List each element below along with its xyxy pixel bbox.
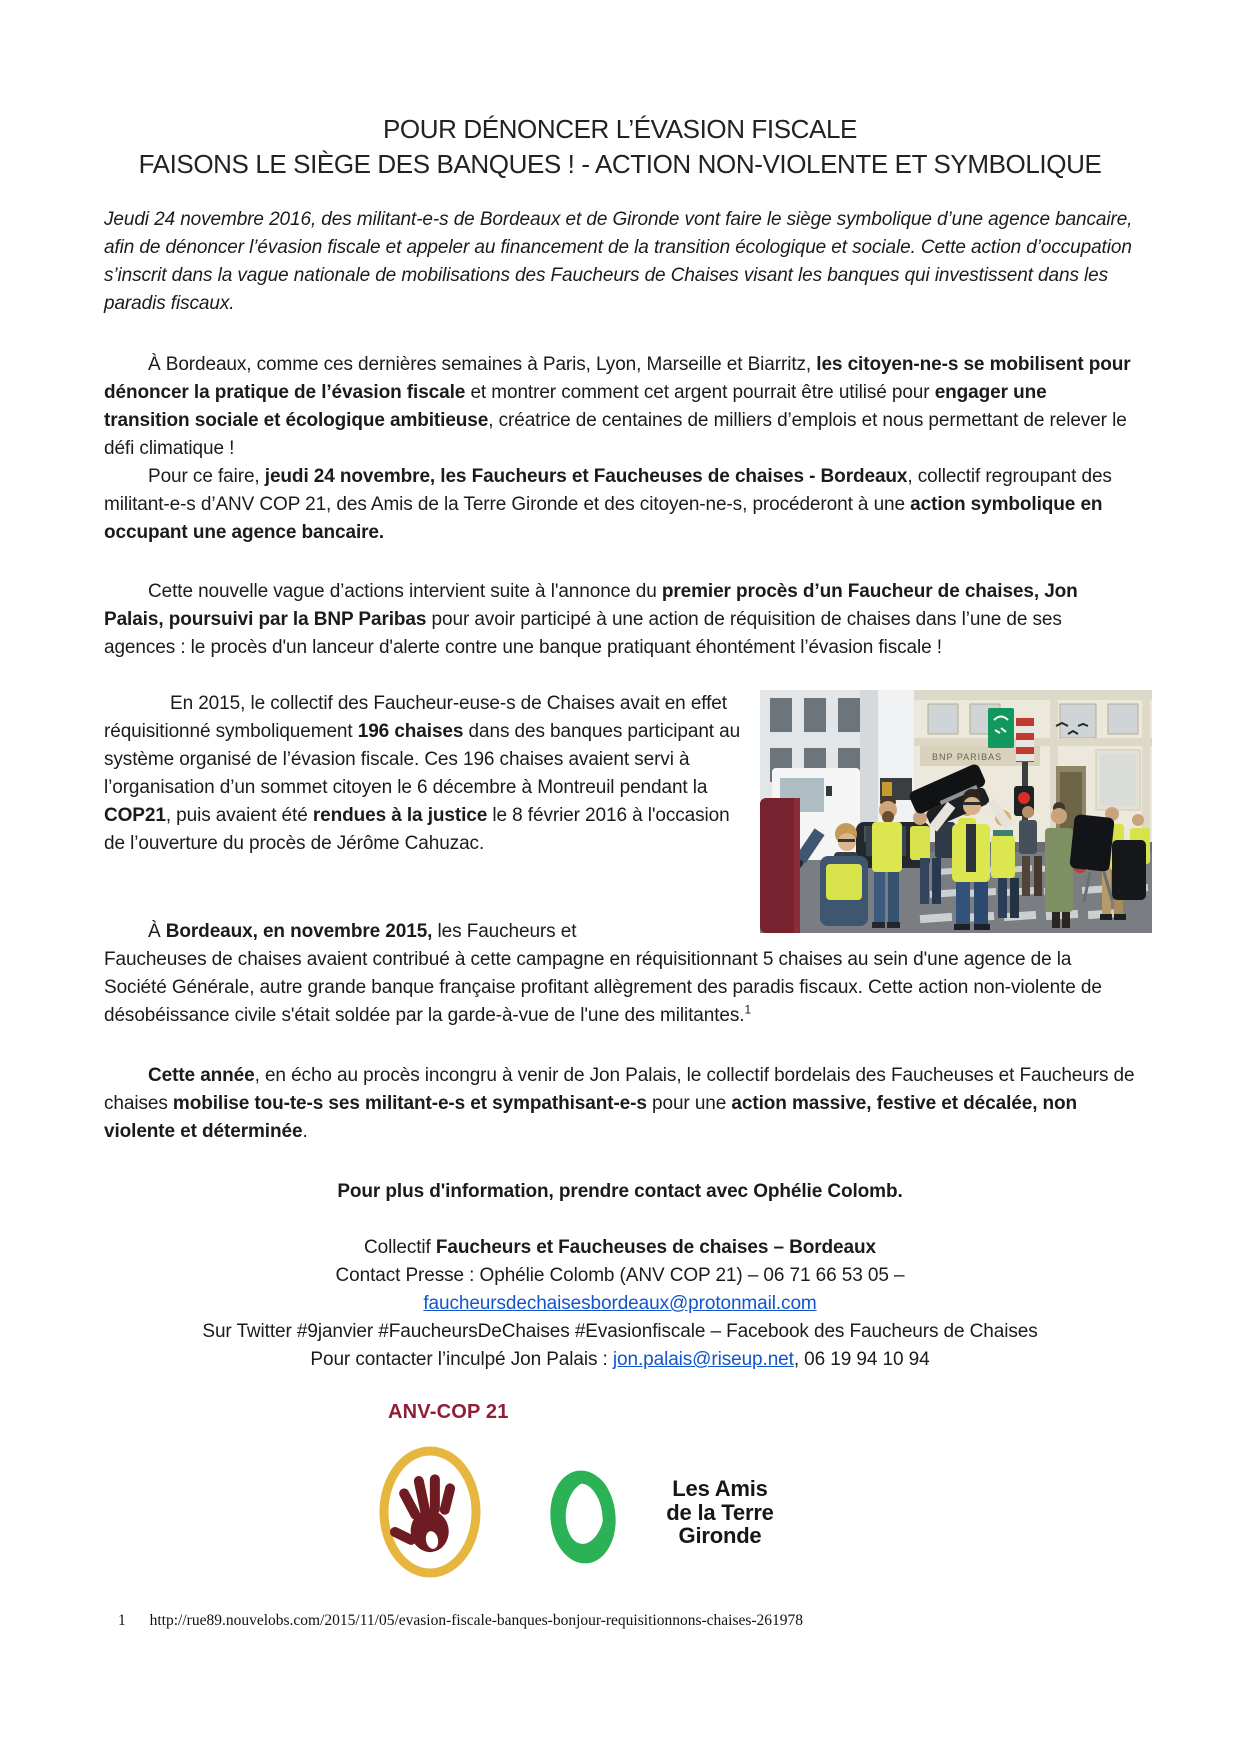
info-contact-line xyxy=(104,1178,1136,1206)
protest-photo xyxy=(760,690,1152,933)
text-run: Pour ce faire, xyxy=(148,466,265,487)
text-run: , 06 19 94 10 94 xyxy=(793,1349,930,1370)
text-run: le 8 février 2016 à l'occasion de l’ouverture du procès de Jérôme Cahuzac. xyxy=(104,805,730,854)
contact-jon-palais-line xyxy=(104,1346,1136,1374)
text-run: premier procès d’un Faucheur de chaises, Jon Palais, poursuivi par la BNP Paribas xyxy=(104,581,1078,630)
contact-presse-line xyxy=(104,1262,1136,1290)
contact-email-line xyxy=(104,1290,1136,1318)
text-run: , en écho au procès incongru à venir de Jon Palais, le collectif bordelais des Faucheuses et Faucheurs de chaises xyxy=(104,1065,1135,1114)
text-run: pour une xyxy=(646,1093,732,1114)
protest-photo-graphic xyxy=(760,690,1152,933)
section-mobilisation xyxy=(104,351,1136,547)
amis-text-line-2: de la Terre xyxy=(666,1499,774,1525)
paragraph-proces-jon-palais xyxy=(104,578,1136,662)
text-run: , collectif regroupant des militant-e-s d’ANV COP 21, des Amis de la Terre Gironde et des citoyen-ne-s, procéderont à une xyxy=(104,466,1112,515)
amis-text-line-3: Gironde xyxy=(678,1523,762,1548)
title-line-1: POUR DÉNONCER L’ÉVASION FISCALE xyxy=(382,114,857,144)
paragraph-novembre-2015 xyxy=(104,918,1136,1030)
protonmail-email-link[interactable]: faucheursdechaisesbordeaux@protonmail.com xyxy=(423,1293,817,1314)
anv-cop21-label: ANV-COP 21 xyxy=(388,1401,509,1423)
text-run: rendues à la justice xyxy=(312,805,488,826)
text-run: 196 chaises xyxy=(357,721,464,742)
text-run: engager une transition sociale et écologique ambitieuse xyxy=(104,382,1047,431)
text-run: , puis avaient été xyxy=(165,805,313,826)
text-run: pour avoir participé à une action de réquisition de chaises dans l’une de ses agences : le procès d'un lanceur d'alerte contre une banque pratiquant éhontément l’évasion fiscale ! xyxy=(104,609,1062,658)
document-title xyxy=(104,112,1136,182)
text-run: Faucheurs et Faucheuses de chaises – Bordeaux xyxy=(435,1237,876,1258)
contact-twitter-line xyxy=(104,1318,1136,1346)
paragraph-bordeaux-mobilisation xyxy=(104,351,1136,463)
amis-de-la-terre-text xyxy=(628,1477,812,1548)
text-run: mobilise tou-te-s ses militant-e-s et sympathisant-e-s xyxy=(172,1093,647,1114)
contact-block xyxy=(104,1234,1136,1374)
text-run: les Faucheurs et xyxy=(432,921,577,942)
text-run: jeudi 24 novembre, les Faucheurs et Faucheuses de chaises - Bordeaux xyxy=(264,466,908,487)
hand-print-icon xyxy=(378,1445,482,1579)
text-run: action massive, festive et décalée, non violente et déterminée xyxy=(104,1093,1078,1142)
text-run: dans des banques participant au système organisé de l’évasion fiscale. Ces 196 chaises avaient servi à l’organisation d’un sommet citoyen le 6 décembre à Montreuil pendant la xyxy=(104,721,741,798)
amis-de-la-terre-logo xyxy=(546,1464,620,1575)
bnp-paribas-sign-text: BNP PARIBAS xyxy=(932,752,1003,762)
title-line-2: FAISONS LE SIÈGE DES BANQUES ! - ACTION NON-VIOLENTE ET SYMBOLIQUE xyxy=(138,149,1102,179)
text-run: Pour contacter l’inculpé Jon Palais : xyxy=(310,1349,613,1370)
footnote xyxy=(118,1612,803,1630)
text-run: les citoyen-ne-s se mobilisent pour dénoncer la pratique de l’évasion fiscale xyxy=(104,354,1131,403)
riseup-email-link[interactable]: jon.palais@riseup.net xyxy=(612,1349,794,1370)
text-run: À Bordeaux, comme ces dernières semaines à Paris, Lyon, Marseille et Biarritz, xyxy=(148,354,817,375)
text-run: COP21 xyxy=(104,805,166,826)
footnote-url: http://rue89.nouvelobs.com/2015/11/05/evasion-fiscale-banques-bonjour-requisitionnons-chaises-261978 xyxy=(149,1612,804,1629)
text-run: . xyxy=(302,1121,308,1142)
paragraph-lead xyxy=(104,206,1136,318)
text-run: Sur Twitter #9janvier #FaucheursDeChaises #Evasionfiscale – Facebook des Faucheurs de Chaises xyxy=(202,1321,1038,1342)
text-run: action symbolique en occupant une agence bancaire. xyxy=(104,494,1103,543)
text-run: À xyxy=(148,921,166,942)
text-run: Cette nouvelle vague d’actions intervient suite à l'annonce du xyxy=(148,581,662,602)
text-run: Bordeaux, en novembre 2015, xyxy=(165,921,433,942)
anv-cop21-logo xyxy=(378,1445,482,1584)
section-196-chaises xyxy=(104,690,1136,943)
text-run: Cette année xyxy=(148,1065,255,1086)
paragraph-pour-ce-faire xyxy=(104,463,1136,547)
paragraph-cette-annee xyxy=(104,1062,1136,1146)
text-run: Faucheuses de chaises avaient contribué à cette campagne en réquisitionnant 5 chaises au sein d'une agence de la Société Générale, autre grande banque française profitant allègrement des paradis fiscaux. Cette action non-violente de désobéissance civile s'était soldée par la garde-à-vue de l'une des militantes. xyxy=(104,949,1102,1026)
amis-text-line-1: Les Amis xyxy=(672,1476,768,1501)
contact-collectif-line xyxy=(104,1234,1136,1262)
text-run: Jeudi 24 novembre 2016, des militant-e-s de Bordeaux et de Gironde vont faire le siège symbolique d’une agence bancaire, afin de dénoncer l’évasion fiscale et appeler au financement de la transition écologique et sociale. Cette action d’occupation s’inscrit dans la vague nationale de mobilisations des Faucheurs de Chaises visant les banques qui investissent dans les paradis fiscaux. xyxy=(104,209,1133,314)
text-run: Contact Presse : Ophélie Colomb (ANV COP 21) – 06 71 66 53 05 – xyxy=(335,1265,905,1286)
text-run: En 2015, le collectif des Faucheur-euse-s de Chaises avait en effet réquisitionné symboliquement xyxy=(104,693,727,742)
text-run: , créatrice de centaines de milliers d’emplois et nous permettant de relever le défi climatique ! xyxy=(104,410,1127,459)
text-run: Collectif xyxy=(364,1237,436,1258)
green-ring-icon xyxy=(546,1464,620,1570)
text-run: Pour plus d'information, prendre contact avec Ophélie Colomb. xyxy=(337,1181,903,1202)
footnote-number: 1 xyxy=(118,1612,126,1629)
footnote-reference: 1 xyxy=(744,1002,752,1017)
text-run: et montrer comment cet argent pourrait être utilisé pour xyxy=(465,382,935,403)
